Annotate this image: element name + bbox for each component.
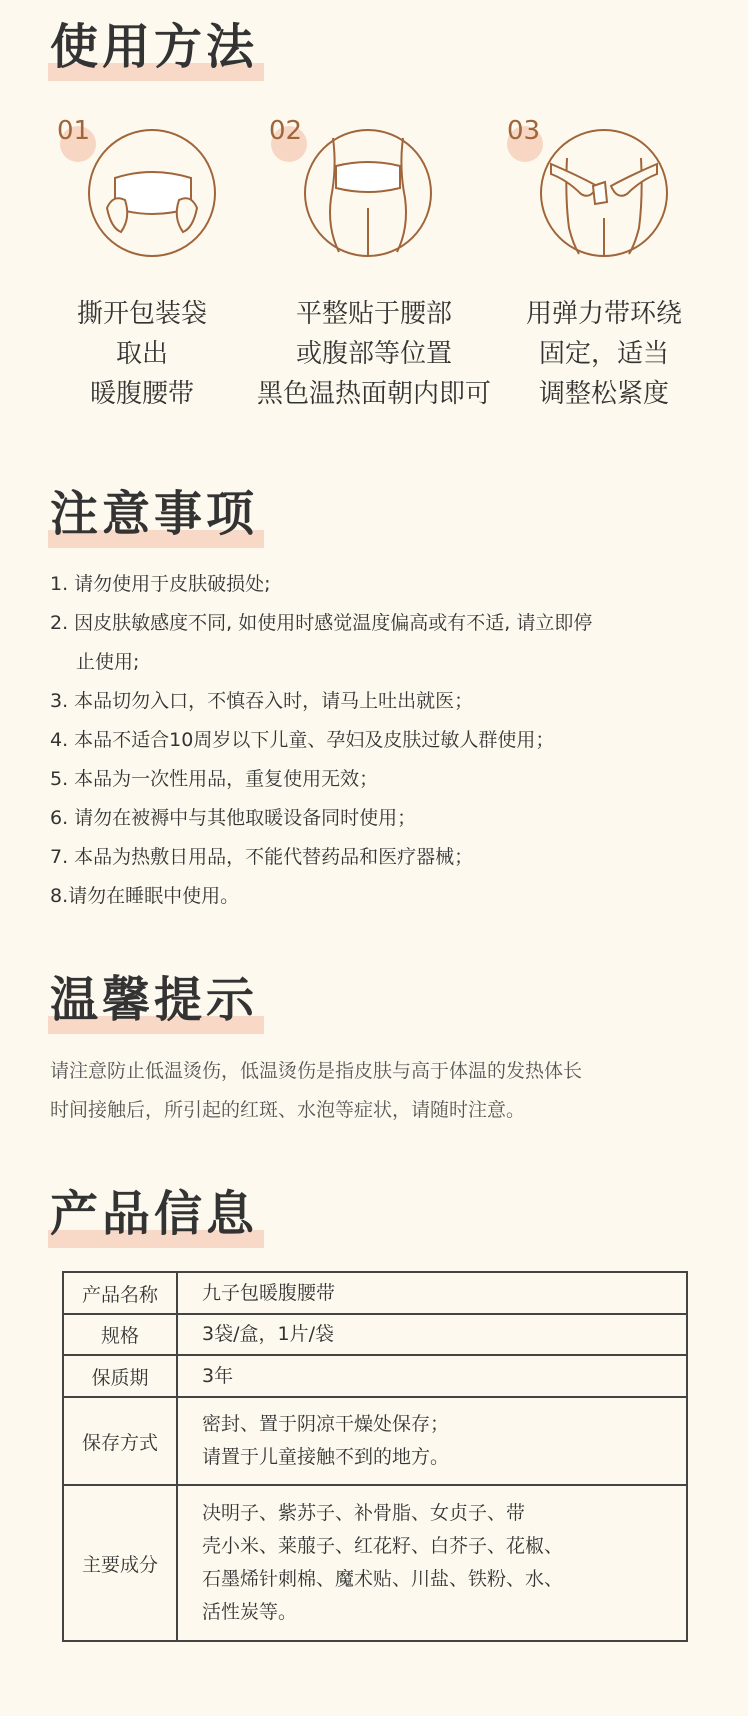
row-value: 决明子、紫苏子、补骨脂、女贞子、带 壳小米、莱菔子、红花籽、白芥子、花椒、 石墨烯针刺棉、魔术贴、川盐、铁粉、水、 活性炭等。 bbox=[177, 1485, 687, 1641]
product-title: 产品信息 bbox=[50, 1184, 258, 1244]
table-row bbox=[63, 1272, 687, 1314]
table-row bbox=[63, 1485, 687, 1641]
row-key: 规格 bbox=[63, 1314, 177, 1355]
note-item: 7. 本品为热敷日用品，不能代替药品和医疗器械； bbox=[50, 846, 474, 868]
tips-line: 请注意防止低温烫伤，低温烫伤是指皮肤与高于体温的发热体长 bbox=[50, 1060, 583, 1082]
product-info-table bbox=[62, 1271, 688, 1642]
note-item: 3. 本品切勿入口，不慎吞入时，请马上吐出就医； bbox=[50, 690, 474, 712]
row-value: 密封、置于阴凉干燥处保存； 请置于儿童接触不到的地方。 bbox=[177, 1397, 687, 1485]
usage-title: 使用方法 bbox=[50, 17, 258, 77]
step-2-line-3: 黑色温热面朝内即可 bbox=[256, 379, 491, 409]
tips-title: 温馨提示 bbox=[50, 970, 258, 1030]
step-1-line-1: 撕开包装袋 bbox=[76, 299, 207, 329]
notes-list bbox=[50, 565, 710, 916]
note-item: 4. 本品不适合10周岁以下儿童、孕妇及皮肤过敏人群使用； bbox=[50, 729, 555, 751]
tips-text bbox=[50, 1052, 710, 1130]
step-1-line-3: 暖腹腰带 bbox=[89, 379, 194, 409]
table-row bbox=[63, 1314, 687, 1355]
step-2-line-1: 平整贴于腰部 bbox=[295, 299, 452, 329]
note-item: 6. 请勿在被褥中与其他取暖设备同时使用； bbox=[50, 807, 417, 829]
step-3-line-3: 调整松紧度 bbox=[538, 379, 669, 409]
row-value: 3年 bbox=[177, 1355, 687, 1397]
elastic-band-icon bbox=[539, 128, 669, 258]
row-key: 主要成分 bbox=[63, 1485, 177, 1641]
table-row bbox=[63, 1397, 687, 1485]
step-1-line-2: 取出 bbox=[115, 339, 168, 369]
step-number: 03 bbox=[507, 116, 541, 146]
tear-package-icon bbox=[87, 128, 217, 258]
row-key: 保存方式 bbox=[63, 1397, 177, 1485]
row-key: 保质期 bbox=[63, 1355, 177, 1397]
step-3-line-2: 固定，适当 bbox=[538, 339, 669, 369]
table-row bbox=[63, 1355, 687, 1397]
step-number: 01 bbox=[57, 116, 91, 146]
tips-line: 时间接触后，所引起的红斑、水泡等症状，请随时注意。 bbox=[50, 1099, 526, 1121]
note-item: 2. 因皮肤敏感度不同, 如使用时感觉温度偏高或有不适, 请立即停 bbox=[50, 612, 593, 634]
notes-title: 注意事项 bbox=[50, 484, 258, 544]
row-value: 3袋/盒，1片/袋 bbox=[177, 1314, 687, 1355]
step-2-line-2: 或腹部等位置 bbox=[295, 339, 452, 369]
step-3-line-1: 用弹力带环绕 bbox=[525, 299, 682, 329]
waist-patch-icon bbox=[303, 128, 433, 258]
note-item: 1. 请勿使用于皮肤破损处; bbox=[50, 573, 271, 595]
note-item: 5. 本品为一次性用品，重复使用无效； bbox=[50, 768, 379, 790]
note-item: 止使用; bbox=[76, 651, 140, 673]
note-item: 8.请勿在睡眠中使用。 bbox=[50, 885, 240, 907]
row-value: 九子包暖腹腰带 bbox=[177, 1272, 687, 1314]
step-number: 02 bbox=[269, 116, 303, 146]
row-key: 产品名称 bbox=[63, 1272, 177, 1314]
